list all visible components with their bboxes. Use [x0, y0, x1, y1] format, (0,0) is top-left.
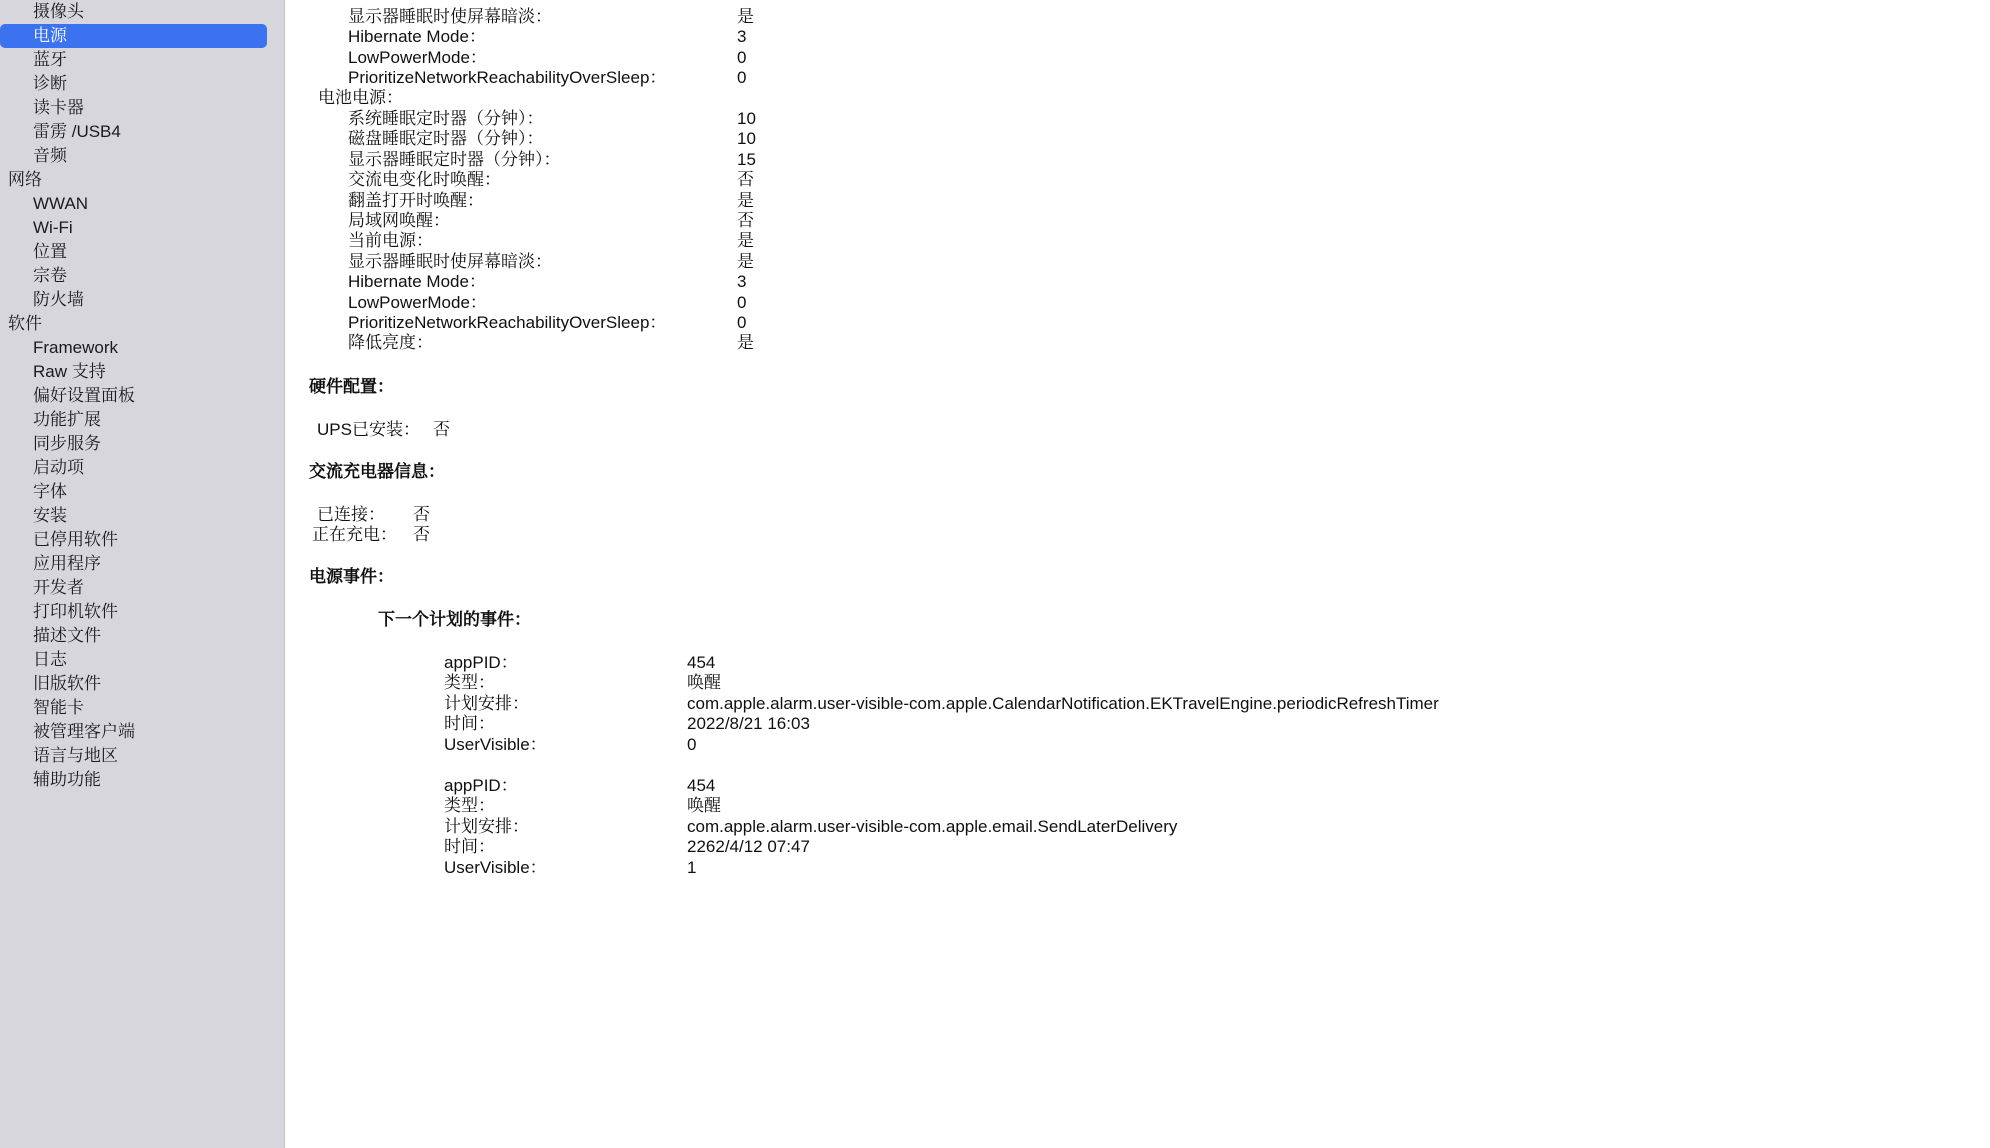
sidebar-item-label: 读卡器 — [33, 98, 84, 117]
sidebar-item-label: 蓝牙 — [33, 50, 67, 69]
sidebar-item-18[interactable] — [0, 432, 284, 456]
sidebar-item-label: Raw 支持 — [33, 362, 106, 381]
sidebar-item-label: 雷雳 /USB4 — [33, 122, 121, 141]
row-label: PrioritizeNetworkReachabilityOverSleep： — [348, 313, 667, 332]
event-field-value: 1 — [687, 857, 697, 877]
info-row — [285, 734, 1990, 755]
row-value: 0 — [737, 47, 747, 67]
info-row — [285, 190, 1990, 211]
sidebar-item-14[interactable] — [0, 336, 284, 360]
row-label: Hibernate Mode： — [348, 27, 486, 47]
info-row — [285, 210, 1990, 231]
sidebar-item-10[interactable] — [0, 240, 284, 264]
sidebar-item-7[interactable] — [0, 168, 284, 192]
info-row — [285, 230, 1990, 251]
info-row — [285, 652, 1990, 673]
sidebar-item-label: 安装 — [33, 506, 67, 525]
event-field-label: appPID： — [444, 776, 518, 795]
sidebar-item-label: WWAN — [33, 194, 89, 213]
sidebar-item-21[interactable] — [0, 504, 284, 528]
info-row — [285, 524, 1990, 545]
sidebar-item-label: 日志 — [33, 650, 67, 669]
sidebar-item-2[interactable] — [0, 48, 284, 72]
sidebar-item-label: 防火墙 — [33, 290, 84, 309]
sidebar-item-27[interactable] — [0, 648, 284, 672]
sidebar-item-label: 被管理客户端 — [33, 722, 135, 741]
sidebar-item-28[interactable] — [0, 672, 284, 696]
sidebar-item-15[interactable] — [0, 360, 284, 384]
battery-power-header: 电池电源： — [318, 88, 403, 107]
row-label: 交流电变化时唤醒： — [348, 170, 501, 190]
row-value: 10 — [737, 109, 756, 128]
info-row — [285, 419, 1990, 440]
row-value: 是 — [737, 251, 754, 271]
event-field-label: UserVisible： — [444, 734, 547, 754]
sidebar-item-label: 网络 — [8, 170, 42, 189]
event-field-value: com.apple.alarm.user-visible-com.apple.email.SendLaterDelivery — [687, 816, 1178, 836]
info-row — [285, 816, 1990, 837]
sidebar-item-label: 摄像头 — [33, 2, 84, 21]
sidebar-item-label: 描述文件 — [33, 626, 101, 645]
ups-installed-value: 否 — [433, 420, 450, 439]
sidebar-item-32[interactable] — [0, 768, 284, 792]
sidebar-item-24[interactable] — [0, 576, 284, 600]
row-label: 当前电源： — [348, 231, 433, 251]
connected-label: 已连接： — [317, 505, 385, 524]
sidebar[interactable] — [0, 0, 285, 1148]
info-row — [285, 713, 1990, 734]
row-value: 是 — [737, 7, 754, 26]
info-row — [285, 312, 1990, 333]
row-label: 显示器睡眠定时器（分钟）： — [348, 149, 561, 169]
sidebar-item-label: 位置 — [33, 242, 67, 261]
info-row — [285, 251, 1990, 272]
info-row — [285, 672, 1990, 693]
row-label: LowPowerMode： — [348, 47, 487, 67]
sidebar-item-30[interactable] — [0, 720, 284, 744]
sidebar-item-label: 开发者 — [33, 578, 84, 597]
event-field-label: 时间： — [444, 714, 495, 734]
event-field-value: 454 — [687, 776, 716, 795]
info-row — [285, 836, 1990, 857]
sidebar-item-label: 旧版软件 — [33, 674, 101, 693]
ac-charger-header: 交流充电器信息： — [309, 462, 445, 481]
sidebar-item-26[interactable] — [0, 624, 284, 648]
sidebar-item-22[interactable] — [0, 528, 284, 552]
event-field-label: 类型： — [444, 673, 495, 693]
event-field-label: 计划安排： — [444, 693, 529, 713]
row-label: 系统睡眠定时器（分钟）： — [348, 109, 544, 128]
row-value: 是 — [737, 190, 754, 210]
sidebar-item-label: 功能扩展 — [33, 410, 101, 429]
sidebar-item-label: 打印机软件 — [33, 602, 118, 621]
sidebar-item-23[interactable] — [0, 552, 284, 576]
charging-value: 否 — [413, 525, 430, 544]
power-events-header: 电源事件： — [309, 567, 394, 586]
row-label: PrioritizeNetworkReachabilityOverSleep： — [348, 68, 667, 88]
sidebar-item-0[interactable] — [0, 0, 284, 24]
row-value: 15 — [737, 149, 756, 169]
row-value: 0 — [737, 292, 747, 312]
sidebar-item-label: Framework — [33, 338, 119, 357]
info-row — [285, 332, 1990, 353]
sidebar-item-8[interactable] — [0, 192, 284, 216]
sidebar-item-label: 已停用软件 — [33, 530, 118, 549]
event-field-value: 2022/8/21 16:03 — [687, 714, 810, 734]
row-value: 0 — [737, 313, 747, 332]
next-event-header: 下一个计划的事件： — [378, 610, 531, 629]
event-field-value: 0 — [687, 734, 697, 754]
info-row — [285, 292, 1990, 313]
connected-value: 否 — [413, 505, 430, 524]
sidebar-item-17[interactable] — [0, 408, 284, 432]
info-row — [285, 47, 1990, 68]
row-value: 否 — [737, 170, 754, 190]
info-row — [285, 26, 1990, 47]
event-field-value: 唤醒 — [687, 673, 721, 693]
sidebar-item-11[interactable] — [0, 264, 284, 288]
row-label: 降低亮度： — [348, 333, 433, 353]
sidebar-item-16[interactable] — [0, 384, 284, 408]
sidebar-item-label: 启动项 — [33, 458, 84, 477]
sidebar-item-label: 诊断 — [33, 74, 67, 93]
row-label: 局域网唤醒： — [348, 211, 450, 230]
row-value: 否 — [737, 211, 754, 230]
event-field-label: 计划安排： — [444, 816, 529, 836]
sidebar-item-label: 应用程序 — [33, 554, 101, 573]
row-label: 显示器睡眠时使屏幕暗淡： — [348, 251, 552, 271]
sidebar-item-label: 语言与地区 — [33, 746, 118, 765]
sidebar-item-25[interactable] — [0, 600, 284, 624]
event-field-label: appPID： — [444, 653, 518, 672]
sidebar-item-label: 同步服务 — [33, 434, 101, 453]
sidebar-item-29[interactable] — [0, 696, 284, 720]
row-value: 10 — [737, 129, 756, 149]
event-field-value: 唤醒 — [687, 796, 721, 816]
row-value: 3 — [737, 272, 747, 292]
sidebar-item-9[interactable] — [0, 216, 284, 240]
sidebar-item-13[interactable] — [0, 312, 284, 336]
event-field-label: UserVisible： — [444, 857, 547, 877]
sidebar-item-label: 偏好设置面板 — [33, 386, 135, 405]
event-field-label: 时间： — [444, 837, 495, 857]
sidebar-item-4[interactable] — [0, 96, 284, 120]
info-row — [285, 795, 1990, 816]
info-row — [285, 108, 1990, 129]
event-field-value: com.apple.alarm.user-visible-com.apple.CalendarNotification.EKTravelEngine.periodicRefreshTimer — [687, 693, 1439, 713]
row-label: 翻盖打开时唤醒： — [348, 190, 484, 210]
row-label: 磁盘睡眠定时器（分钟）： — [348, 129, 544, 149]
info-row — [285, 67, 1990, 88]
info-row — [285, 775, 1990, 796]
row-value: 是 — [737, 333, 754, 353]
row-value: 3 — [737, 27, 747, 47]
info-row — [285, 857, 1990, 878]
sidebar-item-12[interactable] — [0, 288, 284, 312]
sidebar-item-3[interactable] — [0, 72, 284, 96]
row-value: 0 — [737, 68, 747, 88]
sidebar-item-label: 字体 — [33, 482, 67, 501]
sidebar-item-20[interactable] — [0, 480, 284, 504]
sidebar-item-label: 宗卷 — [33, 266, 67, 285]
row-label: 显示器睡眠时使屏幕暗淡： — [348, 7, 552, 26]
row-value: 是 — [737, 231, 754, 251]
sidebar-item-label: 电源 — [33, 26, 67, 45]
main-content[interactable] — [285, 0, 1990, 1148]
sidebar-item-label: 辅助功能 — [33, 770, 101, 789]
info-row — [285, 169, 1990, 190]
event-field-value: 2262/4/12 07:47 — [687, 837, 810, 857]
event-field-value: 454 — [687, 653, 716, 672]
sidebar-item-5[interactable] — [0, 120, 284, 144]
ups-installed-label: UPS已安装： — [317, 420, 420, 439]
row-label: Hibernate Mode： — [348, 272, 486, 292]
info-row — [285, 149, 1990, 170]
info-row — [285, 128, 1990, 149]
sidebar-item-label: 智能卡 — [33, 698, 84, 717]
sidebar-item-1[interactable] — [0, 24, 267, 48]
sidebar-item-label: 音频 — [33, 146, 67, 165]
sidebar-item-19[interactable] — [0, 456, 284, 480]
sidebar-item-label: 软件 — [8, 314, 42, 333]
info-row — [285, 693, 1990, 714]
info-row — [285, 271, 1990, 292]
info-row — [285, 504, 1990, 525]
event-field-label: 类型： — [444, 796, 495, 816]
sidebar-item-31[interactable] — [0, 744, 284, 768]
row-label: LowPowerMode： — [348, 292, 487, 312]
sidebar-item-6[interactable] — [0, 144, 284, 168]
info-row — [285, 6, 1990, 27]
hardware-config-header: 硬件配置： — [309, 377, 394, 396]
sidebar-item-label: Wi-Fi — [33, 218, 73, 237]
charging-label: 正在充电： — [312, 525, 397, 544]
